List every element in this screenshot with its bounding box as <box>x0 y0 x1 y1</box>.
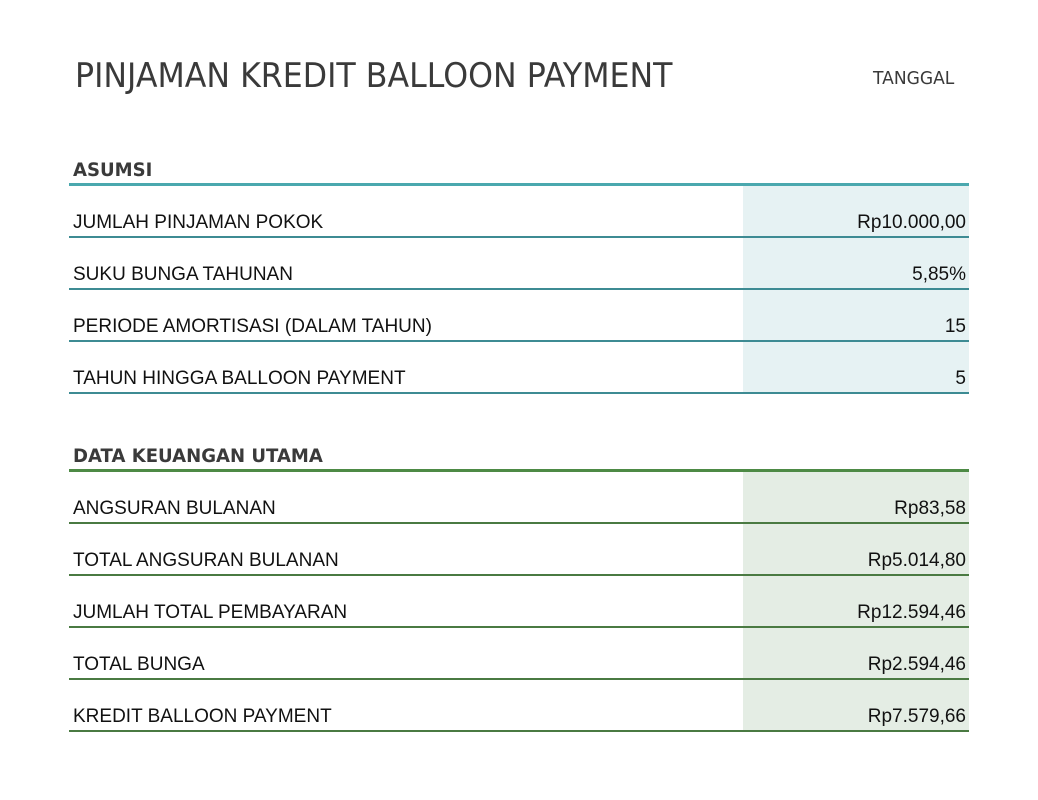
input-cell-shade <box>743 342 969 392</box>
row-label: JUMLAH TOTAL PEMBAYARAN <box>73 602 348 623</box>
monthly-payment-value: Rp83,58 <box>894 498 966 519</box>
page-title: PINJAMAN KREDIT BALLOON PAYMENT <box>75 56 673 96</box>
assumptions-heading <box>69 154 969 186</box>
years-to-balloon-input[interactable]: 5 <box>955 368 966 389</box>
total-payments-row <box>69 576 969 628</box>
row-label: TOTAL BUNGA <box>73 654 205 675</box>
balloon-payment-row <box>69 680 969 732</box>
input-cell-shade <box>743 290 969 340</box>
key-financials-section <box>69 440 969 732</box>
annual-interest-row <box>69 238 969 290</box>
row-label: SUKU BUNGA TAHUNAN <box>73 264 293 285</box>
row-label: TAHUN HINGGA BALLOON PAYMENT <box>73 368 406 389</box>
total-payments-value: Rp12.594,46 <box>857 602 966 623</box>
assumptions-section <box>69 154 969 394</box>
key-financials-heading-text: DATA KEUANGAN UTAMA <box>73 445 323 467</box>
total-interest-value: Rp2.594,46 <box>867 654 966 675</box>
assumptions-heading-text: ASUMSI <box>73 159 153 181</box>
row-label: JUMLAH PINJAMAN POKOK <box>73 212 324 233</box>
annual-interest-input[interactable]: 5,85% <box>912 264 966 285</box>
amortization-period-input[interactable]: 15 <box>944 316 966 337</box>
row-label: TOTAL ANGSURAN BULANAN <box>73 550 339 571</box>
row-label: KREDIT BALLOON PAYMENT <box>73 706 332 727</box>
key-financials-heading <box>69 440 969 472</box>
amortization-period-row <box>69 290 969 342</box>
total-interest-row <box>69 628 969 680</box>
principal-amount-input[interactable]: Rp10.000,00 <box>857 212 966 233</box>
row-label: PERIODE AMORTISASI (DALAM TAHUN) <box>73 316 432 337</box>
date-label: TANGGAL <box>873 68 955 89</box>
monthly-payment-row <box>69 472 969 524</box>
total-monthly-payments-value: Rp5.014,80 <box>867 550 966 571</box>
total-monthly-payments-row <box>69 524 969 576</box>
balloon-payment-value: Rp7.579,66 <box>867 706 966 727</box>
years-to-balloon-row <box>69 342 969 394</box>
row-label: ANGSURAN BULANAN <box>73 498 276 519</box>
principal-amount-row <box>69 186 969 238</box>
